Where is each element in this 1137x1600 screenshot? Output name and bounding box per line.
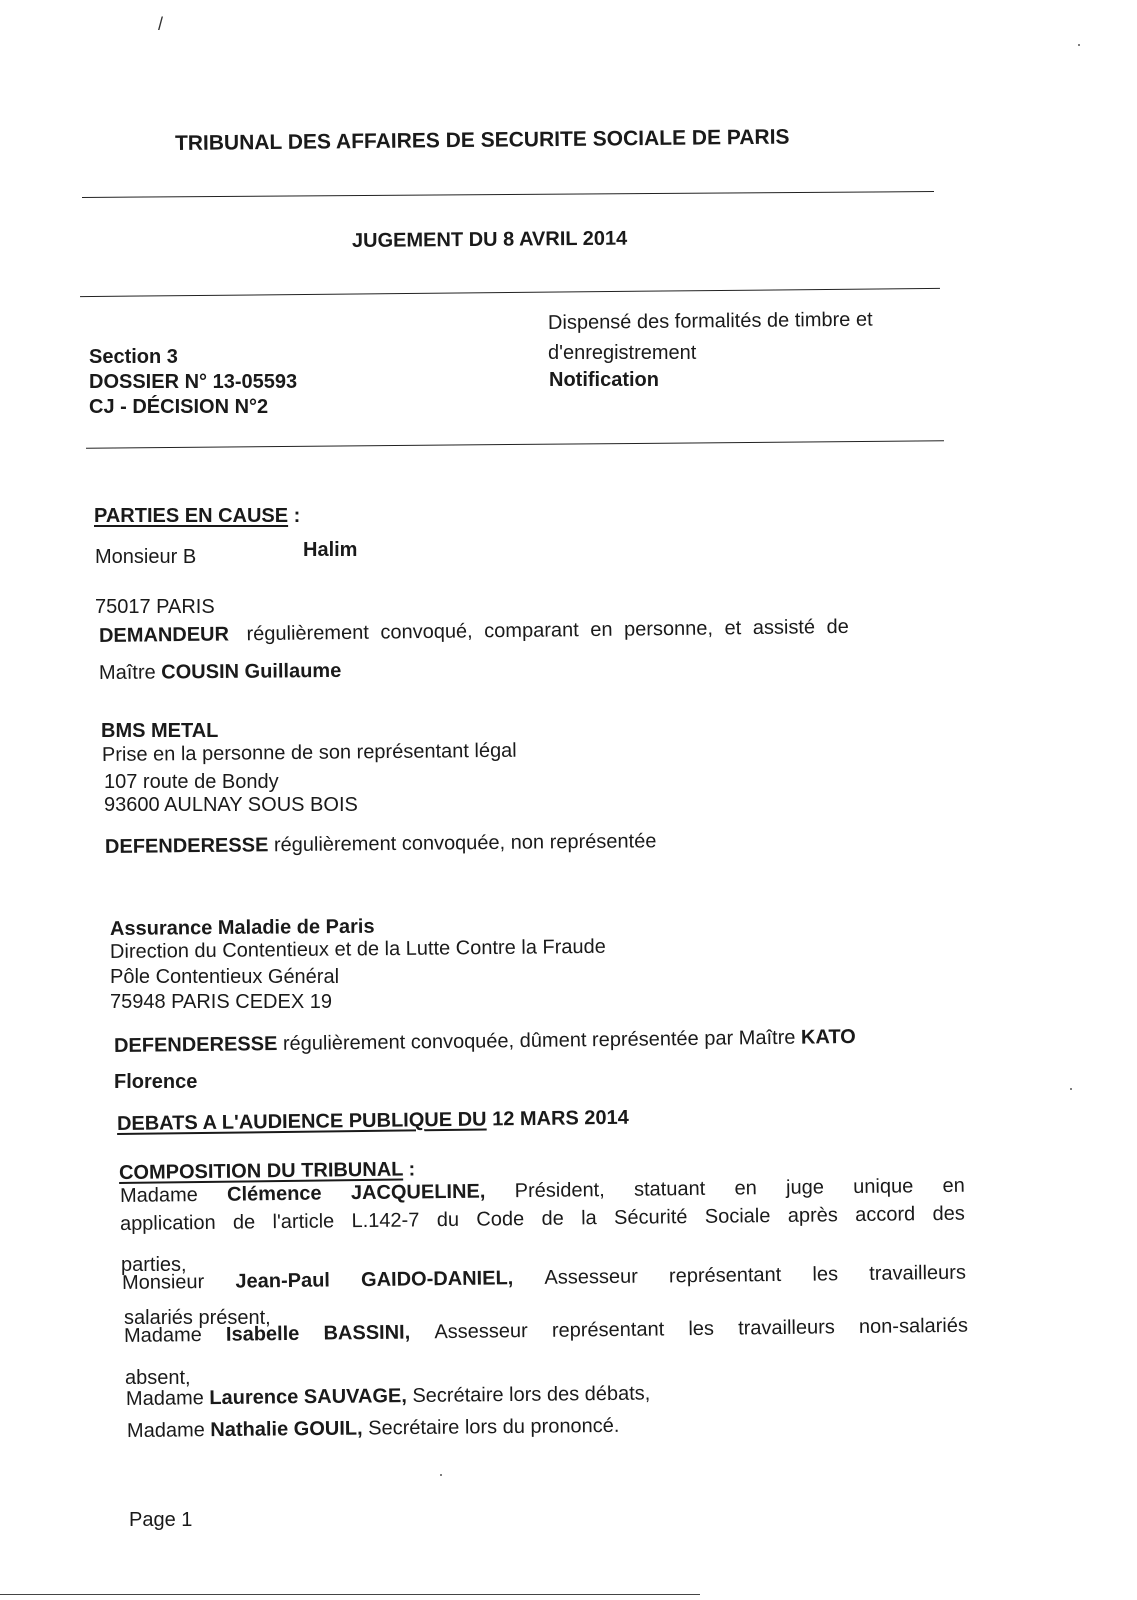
member-1-cont2: parties,: [121, 1254, 187, 1276]
member-4-role: Secrétaire lors des débats,: [412, 1382, 651, 1408]
plaintiff-role: DEMANDEUR: [98, 623, 230, 647]
member-1-role-word: en: [734, 1177, 757, 1200]
exemption-line-2: d'enregistrement: [548, 342, 697, 364]
defendant2-name: Assurance Maladie de Paris: [109, 915, 375, 940]
defendant1-role: DEFENDERESSE: [104, 834, 269, 858]
member-1-role-word: unique: [853, 1175, 914, 1199]
member-2-cont: salariés présent,: [124, 1307, 271, 1329]
dossier-number: DOSSIER N° 13-05593: [89, 371, 298, 393]
member-3-first: Isabelle: [225, 1322, 300, 1346]
scan-dot: [1078, 44, 1080, 46]
member-1-cont-word: du: [436, 1208, 460, 1232]
defendant2-counsel-first: Florence: [114, 1071, 198, 1093]
member-1-cont-word: la: [580, 1207, 597, 1230]
plaintiff-title: Monsieur B: [95, 546, 197, 568]
parties-heading-colon: :: [288, 505, 301, 527]
member-3-cont: absent,: [125, 1367, 191, 1389]
member-2-role-word: représentant: [668, 1263, 782, 1288]
plaintiff-counsel: [99, 660, 341, 685]
defendant1-name: BMS METAL: [101, 720, 219, 742]
defendant1-status: régulièrement convoquée, non représentée: [273, 830, 657, 857]
member-3-honorific: Madame: [123, 1324, 202, 1347]
member-1-cont-word: l'article: [272, 1210, 335, 1234]
member-1-honorific: Madame: [119, 1184, 198, 1207]
defendant2-line1: Direction du Contentieux et de la Lutte Contre la Fraude: [109, 935, 606, 963]
plaintiff-city: 75017 PARIS: [95, 596, 215, 618]
scan-dot: [1070, 1088, 1072, 1090]
defendant2-status: régulièrement convoquée, dûment représentée par Maître: [282, 1026, 796, 1055]
member-3-role-word: non-salariés: [858, 1314, 969, 1339]
plaintiff-first-name: Halim: [303, 539, 358, 561]
member-3-role-word: Assesseur: [434, 1320, 528, 1344]
debates-line: [117, 1107, 629, 1136]
plaintiff-counsel-name: COUSIN Guillaume: [161, 659, 342, 684]
scan-mark: /: [158, 14, 164, 34]
defendant2-role: DEFENDERESSE: [113, 1033, 278, 1057]
member-5-honorific: Madame: [126, 1419, 205, 1442]
parties-heading: [94, 505, 300, 528]
member-5-first: Nathalie: [210, 1418, 289, 1442]
exemption-line-1: Dispensé des formalités de timbre et: [547, 308, 873, 334]
defendant1-line3: 93600 AULNAY SOUS BOIS: [104, 794, 358, 816]
plaintiff-counsel-prefix: Maître: [98, 661, 156, 684]
member-4-honorific: Madame: [125, 1387, 204, 1410]
member-1-cont-word: Sécurité: [613, 1206, 688, 1229]
member-2-last: GAIDO-DANIEL,: [360, 1267, 514, 1292]
bottom-edge-line: [0, 1594, 700, 1595]
debates-date: 12 MARS 2014: [491, 1106, 629, 1131]
member-2-role-word: Assesseur: [544, 1265, 638, 1289]
member-1-cont-word: L.142-7: [351, 1209, 420, 1233]
defendant1-line2: 107 route de Bondy: [104, 771, 279, 793]
member-1-cont-word: des: [932, 1202, 965, 1226]
divider: [80, 288, 940, 297]
page-number: Page 1: [129, 1509, 193, 1531]
debates-heading: DEBATS A L'AUDIENCE PUBLIQUE DU: [116, 1108, 487, 1135]
member-1-role-word: Président,: [514, 1179, 605, 1203]
composition-heading: COMPOSITION DU TRIBUNAL: [118, 1158, 404, 1184]
member-2-role-word: travailleurs: [869, 1261, 967, 1285]
member-3-role-word: travailleurs: [737, 1316, 835, 1340]
member-1-role-word: juge: [785, 1176, 825, 1199]
notification-label: Notification: [549, 369, 659, 391]
member-1-cont-word: accord: [855, 1203, 916, 1227]
defendant2-role-line: [114, 1026, 856, 1058]
defendant2-line3: 75948 PARIS CEDEX 19: [110, 991, 332, 1013]
member-3-role-word: les: [688, 1317, 715, 1341]
member-3-last: BASSINI,: [323, 1321, 411, 1345]
member-1-role-word: statuant: [633, 1177, 706, 1201]
member-1-cont-word: après: [787, 1204, 838, 1227]
member-2-role-word: les: [812, 1263, 839, 1286]
member-1-cont-word: de: [541, 1207, 564, 1230]
decision-number: CJ - DÉCISION N°2: [89, 396, 269, 418]
member-1-cont-word: Code: [476, 1208, 525, 1231]
member-1-first: Clémence: [226, 1182, 322, 1206]
member-2-line: [122, 1262, 966, 1295]
member-3-role-word: représentant: [551, 1318, 665, 1342]
defendant1-line1: Prise en la personne de son représentant légal: [101, 739, 517, 766]
member-1-cont-word: de: [232, 1211, 256, 1234]
member-1-cont-word: Sociale: [704, 1205, 771, 1228]
defendant2-counsel-surname: KATO: [800, 1025, 856, 1049]
member-1-cont-line: [120, 1203, 965, 1236]
defendant2-line2: Pôle Contentieux Général: [110, 966, 340, 988]
member-2-first: Jean-Paul: [235, 1269, 331, 1293]
member-5-line: [127, 1415, 620, 1443]
scan-dot: [440, 1474, 442, 1476]
defendant1-role-line: [105, 830, 657, 859]
member-4-last: SAUVAGE,: [303, 1385, 407, 1409]
member-1-role-word: en: [942, 1174, 965, 1197]
section-label: Section 3: [89, 346, 178, 368]
plaintiff-status: régulièrement convoqué, comparant en personne, et assisté de: [246, 615, 849, 646]
divider: [86, 440, 944, 448]
judgment-date-title: JUGEMENT DU 8 AVRIL 2014: [351, 227, 628, 252]
divider: [82, 191, 934, 198]
plaintiff-role-line: [99, 616, 849, 648]
member-5-last: GOUIL,: [293, 1417, 363, 1441]
member-4-line: [126, 1383, 651, 1411]
member-5-role: Secrétaire lors du prononcé.: [368, 1414, 620, 1440]
composition-heading-colon: :: [402, 1158, 416, 1181]
court-title: TRIBUNAL DES AFFAIRES DE SECURITE SOCIALE DE PARIS: [174, 125, 790, 155]
member-2-honorific: Monsieur: [121, 1270, 205, 1294]
member-1-cont-word: application: [119, 1211, 216, 1235]
parties-heading-text: PARTIES EN CAUSE: [94, 505, 289, 527]
member-1-last: JACQUELINE,: [350, 1180, 486, 1205]
member-4-first: Laurence: [209, 1386, 299, 1410]
